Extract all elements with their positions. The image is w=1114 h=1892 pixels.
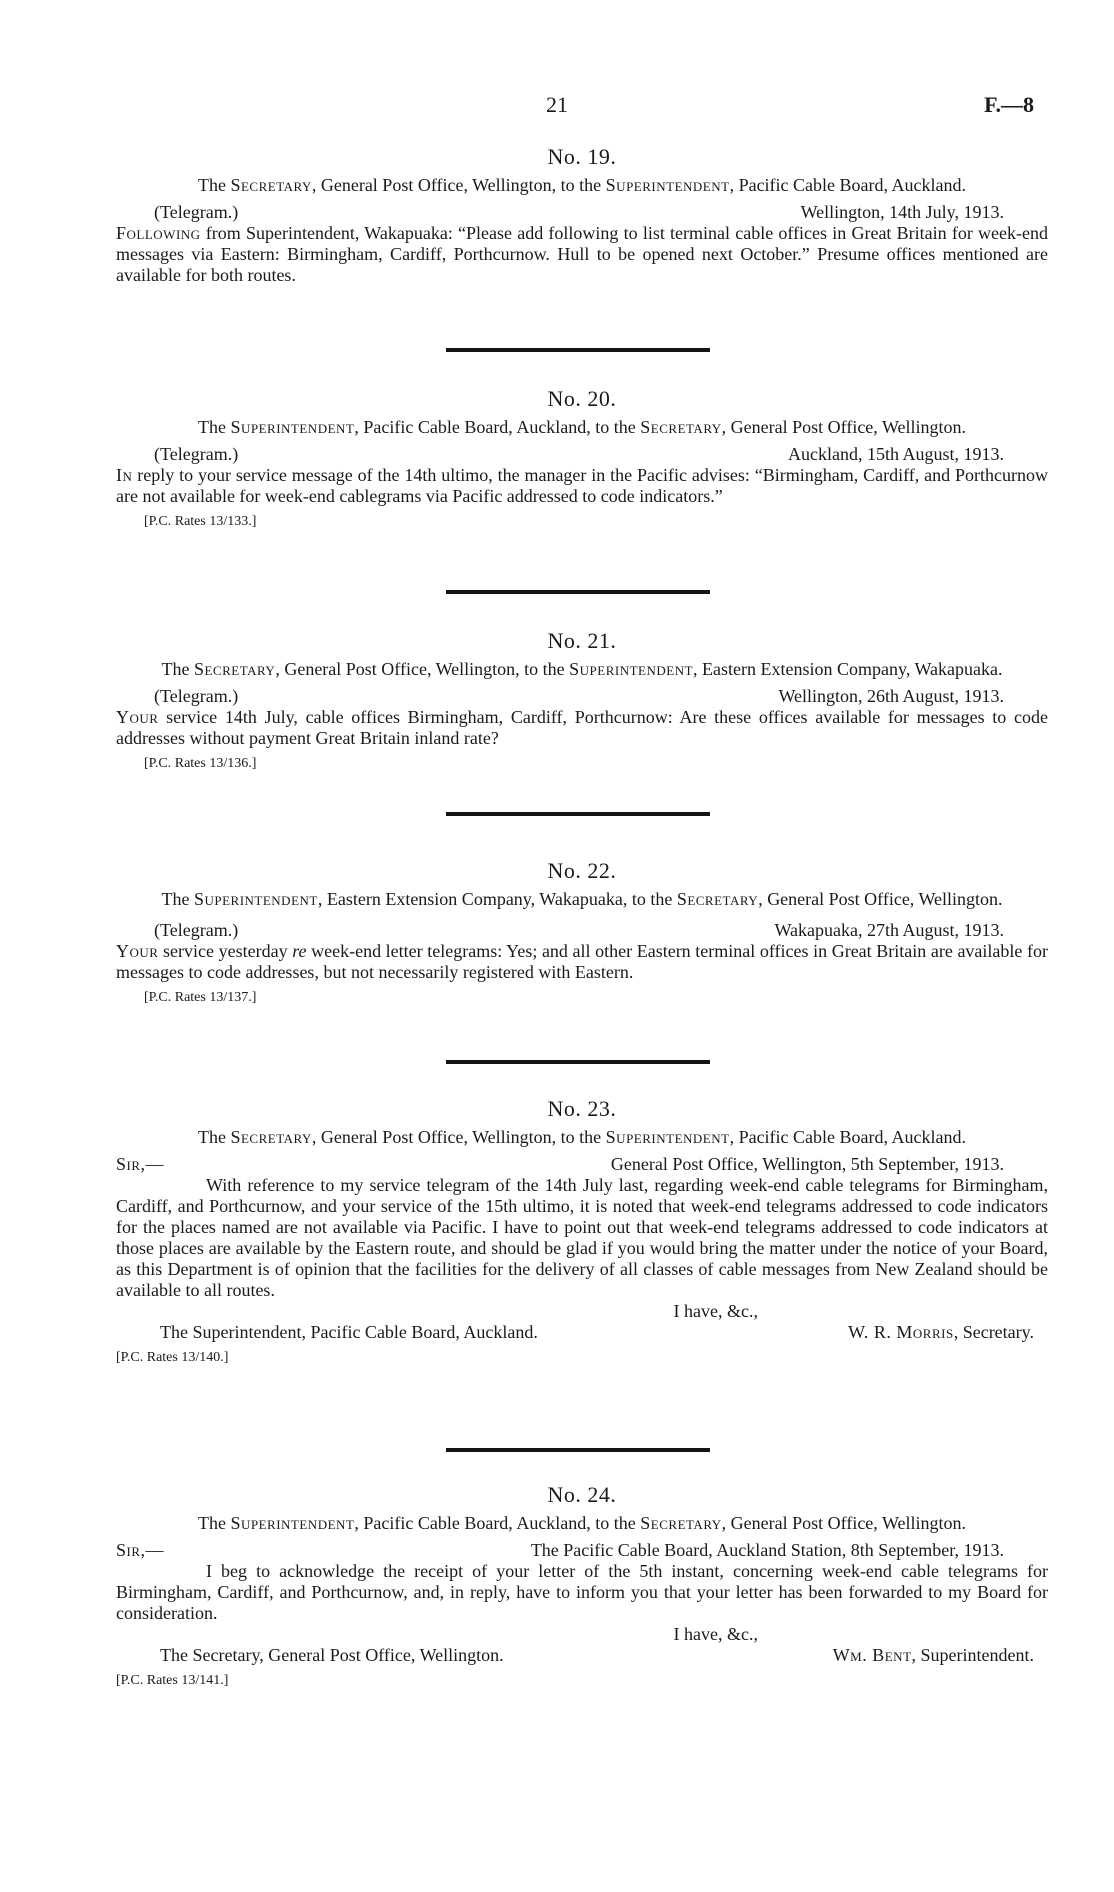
closing: I have, &c., [673,1624,758,1644]
dateline [116,202,1048,223]
file-reference: [P.C. Rates 13/141.] [116,1673,229,1688]
telegram-label: (Telegram.) [154,686,239,706]
section-divider [446,348,710,352]
page-number: 21 [546,92,568,117]
signature-row [116,1645,1048,1666]
signature: Wm. Bent, Superintendent. [832,1645,1034,1665]
section-divider [446,590,710,594]
recipient: The Secretary, General Post Office, Wellington. [160,1645,504,1665]
entry-number: No. 19. [547,144,617,169]
dateline [116,920,1048,941]
signature-row [116,1322,1048,1343]
entry-19 [116,146,1048,286]
salutation: Sir,— [116,1154,165,1174]
entry-body: With reference to my service telegram of the 14th July last, regarding week-end cable telegrams for Birmingham, Cardiff, and Porthcurnow, and your service of the 15th ultimo, it is noted that week-end telegrams addressed to code indicators for the places named are not available via Pacific. I have to point out that week-end telegrams addressed to code indicators at those places are available by the Eastern route, and should be glad if you would bring the matter under the notice of your Board, as this Department is of opinion that the facilities for the delivery of all classes of cable messages from New Zealand should be available to all routes. [116,1175,1048,1300]
dateline [116,686,1048,707]
place-date: The Pacific Cable Board, Auckland Station, 8th September, 1913. [530,1540,1004,1560]
entry-body: Following from Superintendent, Wakapuaka: “Please add following to list terminal cable offices in Great Britain for week-end messages via Eastern: Birmingham, Cardiff, Porthcurnow. Hull to be opened next October.” Presume offices mentioned are available for both routes. [116,223,1048,285]
entry-address: The Superintendent, Pacific Cable Board, Auckland, to the Secretary, General Post Office, Wellington. [197,417,967,437]
entry-number: No. 23. [547,1096,617,1121]
entry-body: Your service 14th July, cable offices Birmingham, Cardiff, Porthcurnow: Are these offices available for messages to code addresses without payment Great Britain inland rate? [116,707,1048,748]
place-date: Wellington, 26th August, 1913. [778,686,1004,706]
entry-number: No. 21. [547,628,617,653]
entry-22 [116,860,1048,1008]
dateline [116,1540,1048,1561]
entry-23 [116,1098,1048,1368]
entry-body: In reply to your service message of the 14th ultimo, the manager in the Pacific advises: “Birmingham, Cardiff, and Porthcurnow are not available for week-end cablegrams via Pacific addressed to code indicators.” [116,465,1048,506]
entry-20 [116,388,1048,532]
entry-number: No. 24. [547,1482,617,1507]
entry-body: I beg to acknowledge the receipt of your letter of the 5th instant, concerning week-end cable telegrams for Birmingham, Cardiff, and Porthcurnow, and, in reply, have to inform you that your letter has been forwarded to my Board for consideration. [116,1561,1048,1623]
telegram-label: (Telegram.) [154,444,239,464]
file-reference: [P.C. Rates 13/133.] [144,514,257,529]
entry-address: The Superintendent, Eastern Extension Company, Wakapuaka, to the Secretary, General Post Office, Wellington. [161,889,1003,909]
signature: W. R. Morris, Secretary. [848,1322,1034,1342]
place-date: Auckland, 15th August, 1913. [788,444,1004,464]
entry-number: No. 22. [547,858,617,883]
section-divider [446,1448,710,1452]
entry-24 [116,1484,1048,1691]
entry-number: No. 20. [547,386,617,411]
salutation: Sir,— [116,1540,165,1560]
section-divider [446,1060,710,1064]
document-reference: F.—8 [984,92,1034,117]
place-date: General Post Office, Wellington, 5th September, 1913. [610,1154,1004,1174]
dateline [116,1154,1048,1175]
entry-address: The Secretary, General Post Office, Wellington, to the Superintendent, Eastern Extension Company, Wakapuaka. [161,659,1003,679]
place-date: Wellington, 14th July, 1913. [800,202,1004,222]
file-reference: [P.C. Rates 13/136.] [144,756,257,771]
entry-body: Your service yesterday re week-end letter telegrams: Yes; and all other Eastern terminal offices in Great Britain are available for messages to code addresses, but not necessarily registered with Eastern. [116,941,1048,982]
place-date: Wakapuaka, 27th August, 1913. [774,920,1004,940]
entry-address: The Secretary, General Post Office, Wellington, to the Superintendent, Pacific Cable Board, Auckland. [197,175,966,195]
file-reference: [P.C. Rates 13/140.] [116,1350,229,1365]
dateline [116,444,1048,465]
entry-21 [116,630,1048,774]
file-reference: [P.C. Rates 13/137.] [144,990,257,1005]
recipient: The Superintendent, Pacific Cable Board, Auckland. [160,1322,538,1342]
closing: I have, &c., [673,1301,758,1321]
section-divider [446,812,710,816]
entry-address: The Superintendent, Pacific Cable Board, Auckland, to the Secretary, General Post Office, Wellington. [197,1513,967,1533]
telegram-label: (Telegram.) [154,202,239,222]
entry-address: The Secretary, General Post Office, Wellington, to the Superintendent, Pacific Cable Board, Auckland. [197,1127,966,1147]
telegram-label: (Telegram.) [154,920,239,940]
